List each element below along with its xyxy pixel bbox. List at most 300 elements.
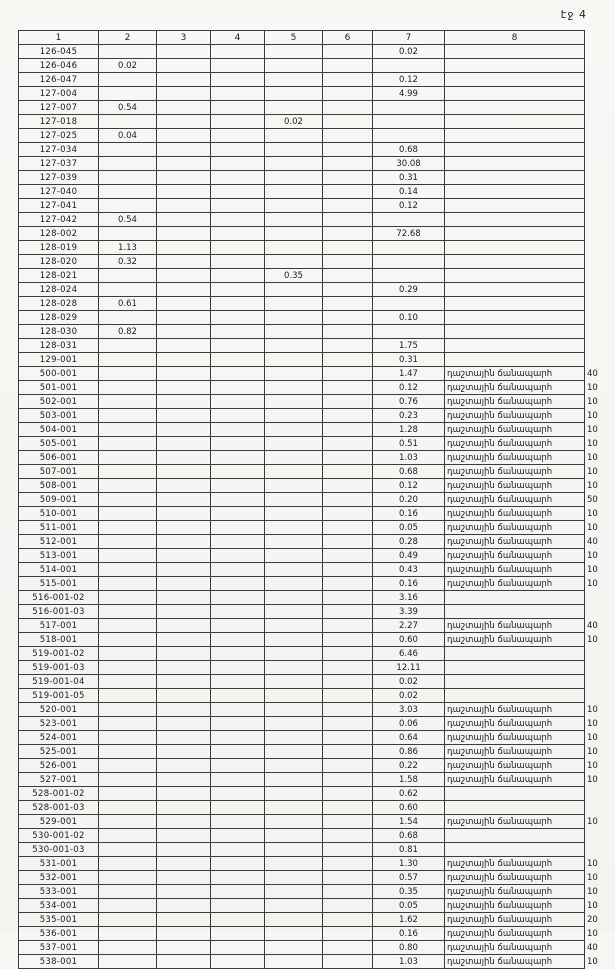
- cell-margin-note: 10: [587, 550, 598, 561]
- cell-area: 0.12: [373, 381, 445, 395]
- cell-parcel-code: 128-002: [19, 227, 99, 241]
- table-row: [19, 731, 601, 745]
- cell-area: 0.20: [373, 493, 445, 507]
- cell-col5: [265, 675, 323, 689]
- cell-col3: [157, 857, 211, 871]
- table-row: [19, 507, 601, 521]
- cell-col4: [211, 829, 265, 843]
- cell-col3: [157, 409, 211, 423]
- cell-col3: [157, 171, 211, 185]
- cell-parcel-code: 534-001: [19, 899, 99, 913]
- cell-parcel-code: 128-031: [19, 339, 99, 353]
- cell-col3: [157, 605, 211, 619]
- cell-parcel-code: 127-018: [19, 115, 99, 129]
- cell-landuse: դաշտային ճանապարհ: [445, 913, 585, 927]
- table-row: [19, 185, 601, 199]
- table-row: [19, 87, 601, 101]
- cell-margin-note: 10: [587, 718, 598, 729]
- cell-col6: [323, 829, 373, 843]
- cell-col5: [265, 731, 323, 745]
- cell-col4: [211, 577, 265, 591]
- cell-col5: [265, 73, 323, 87]
- cell-col2: [99, 115, 157, 129]
- cell-margin-note: [585, 87, 601, 101]
- cell-area: 0.31: [373, 353, 445, 367]
- header-col-4: 4: [211, 31, 265, 45]
- table-row: [19, 871, 601, 885]
- cell-col4: [211, 899, 265, 913]
- cell-col5: [265, 423, 323, 437]
- cell-landuse: [445, 213, 585, 227]
- cell-col3: [157, 731, 211, 745]
- table-row: [19, 815, 601, 829]
- table-row: [19, 885, 601, 899]
- cell-margin-note: [585, 227, 601, 241]
- cell-col6: [323, 675, 373, 689]
- cell-landuse: [445, 283, 585, 297]
- table-row: [19, 787, 601, 801]
- cell-area: [373, 101, 445, 115]
- cell-col2: 0.54: [99, 101, 157, 115]
- cell-col3: [157, 129, 211, 143]
- cell-col6: [323, 269, 373, 283]
- cell-margin-note: 10: [587, 424, 598, 435]
- cell-col6: [323, 857, 373, 871]
- cell-col3: [157, 45, 211, 59]
- cell-landuse: [445, 605, 585, 619]
- cell-parcel-code: 537-001: [19, 941, 99, 955]
- table-row: [19, 913, 601, 927]
- table-row: [19, 703, 601, 717]
- cell-landuse: [445, 325, 585, 339]
- cell-col2: [99, 311, 157, 325]
- cell-col6: [323, 101, 373, 115]
- cell-parcel-code: 519-001-04: [19, 675, 99, 689]
- cell-col2: 0.04: [99, 129, 157, 143]
- cell-landuse: [445, 297, 585, 311]
- cell-col3: [157, 339, 211, 353]
- cell-col6: [323, 185, 373, 199]
- cell-margin-note: 10: [587, 858, 598, 869]
- cell-area: 4.99: [373, 87, 445, 101]
- cell-landuse: [445, 115, 585, 129]
- cell-margin-note: [585, 661, 601, 675]
- table-row: [19, 465, 601, 479]
- cell-margin-note: [585, 787, 601, 801]
- cell-col4: [211, 773, 265, 787]
- cell-landuse: դաշտային ճանապարհ: [445, 367, 585, 381]
- cell-parcel-code: 519-001-02: [19, 647, 99, 661]
- table-row: [19, 549, 601, 563]
- cell-area: 0.12: [373, 479, 445, 493]
- table-row: [19, 577, 601, 591]
- cell-col2: [99, 577, 157, 591]
- cell-col4: [211, 171, 265, 185]
- cell-col4: [211, 479, 265, 493]
- cell-col6: [323, 801, 373, 815]
- cell-col3: [157, 913, 211, 927]
- cell-col6: [323, 227, 373, 241]
- cell-parcel-code: 128-028: [19, 297, 99, 311]
- cell-area: 0.80: [373, 941, 445, 955]
- cell-col5: [265, 381, 323, 395]
- cell-landuse: դաշտային ճանապարհ: [445, 731, 585, 745]
- cell-col3: [157, 675, 211, 689]
- cell-parcel-code: 533-001: [19, 885, 99, 899]
- cell-col4: [211, 493, 265, 507]
- cell-area: [373, 325, 445, 339]
- cell-col6: [323, 815, 373, 829]
- table-row: [19, 339, 601, 353]
- cell-col6: [323, 717, 373, 731]
- cell-landuse: դաշտային ճանապարհ: [445, 451, 585, 465]
- cell-col6: [323, 311, 373, 325]
- cell-col6: [323, 563, 373, 577]
- cell-margin-note: [585, 647, 601, 661]
- cell-col3: [157, 549, 211, 563]
- cell-col5: [265, 857, 323, 871]
- cell-col2: [99, 269, 157, 283]
- cell-margin-note: 10: [587, 410, 598, 421]
- cell-col5: [265, 717, 323, 731]
- cell-col3: [157, 101, 211, 115]
- cell-col3: [157, 451, 211, 465]
- cell-area: [373, 213, 445, 227]
- table-row: [19, 451, 601, 465]
- cell-col2: [99, 395, 157, 409]
- cell-col4: [211, 283, 265, 297]
- cell-col6: [323, 745, 373, 759]
- cell-area: 0.05: [373, 521, 445, 535]
- cell-margin-note: 50: [587, 494, 598, 505]
- cell-col5: [265, 87, 323, 101]
- cell-col2: [99, 367, 157, 381]
- cell-landuse: [445, 647, 585, 661]
- cell-col6: [323, 605, 373, 619]
- table-row: [19, 73, 601, 87]
- cell-landuse: [445, 843, 585, 857]
- cell-col5: [265, 143, 323, 157]
- cell-margin-note: [585, 353, 601, 367]
- cell-col5: [265, 829, 323, 843]
- cell-landuse: դաշտային ճանապարհ: [445, 507, 585, 521]
- cell-col4: [211, 269, 265, 283]
- cell-landuse: դաշտային ճանապարհ: [445, 437, 585, 451]
- cell-col5: [265, 171, 323, 185]
- cell-landuse: [445, 185, 585, 199]
- cell-parcel-code: 127-034: [19, 143, 99, 157]
- table-row: [19, 521, 601, 535]
- cell-col2: [99, 717, 157, 731]
- cell-area: 0.68: [373, 829, 445, 843]
- cell-landuse: դաշտային ճանապարհ: [445, 759, 585, 773]
- cell-col3: [157, 115, 211, 129]
- cell-col2: [99, 465, 157, 479]
- cell-parcel-code: 516-001-02: [19, 591, 99, 605]
- cell-margin-note: [585, 241, 601, 255]
- table-row: [19, 241, 601, 255]
- cell-margin-note: [585, 199, 601, 213]
- table-row: [19, 591, 601, 605]
- cell-col3: [157, 479, 211, 493]
- cell-col3: [157, 199, 211, 213]
- cell-col6: [323, 395, 373, 409]
- table-row: [19, 101, 601, 115]
- cell-margin-note: 10: [587, 564, 598, 575]
- cell-landuse: դաշտային ճանապարհ: [445, 857, 585, 871]
- cell-area: 3.03: [373, 703, 445, 717]
- cell-area: 0.14: [373, 185, 445, 199]
- cell-col2: [99, 451, 157, 465]
- cell-col4: [211, 563, 265, 577]
- cell-parcel-code: 538-001: [19, 955, 99, 969]
- cell-landuse: դաշտային ճանապարհ: [445, 773, 585, 787]
- cell-col4: [211, 255, 265, 269]
- cell-margin-note: 10: [587, 900, 598, 911]
- cell-col5: [265, 129, 323, 143]
- cell-area: 0.51: [373, 437, 445, 451]
- cell-col4: [211, 143, 265, 157]
- cell-margin-note: 40: [587, 536, 598, 547]
- cell-col5: [265, 367, 323, 381]
- cell-margin-note: 10: [587, 816, 598, 827]
- cell-col3: [157, 661, 211, 675]
- table-row: [19, 605, 601, 619]
- cell-col5: [265, 955, 323, 969]
- cell-parcel-code: 500-001: [19, 367, 99, 381]
- cell-col2: [99, 647, 157, 661]
- cell-col3: [157, 829, 211, 843]
- cell-col6: [323, 115, 373, 129]
- page-number-label: էջ 4: [560, 8, 587, 21]
- cell-col2: 0.82: [99, 325, 157, 339]
- cell-area: 1.62: [373, 913, 445, 927]
- cell-area: 3.16: [373, 591, 445, 605]
- cell-parcel-code: 529-001: [19, 815, 99, 829]
- cell-col2: [99, 157, 157, 171]
- cell-area: [373, 115, 445, 129]
- cell-col2: [99, 87, 157, 101]
- cell-parcel-code: 503-001: [19, 409, 99, 423]
- cell-col3: [157, 773, 211, 787]
- cell-landuse: [445, 101, 585, 115]
- cell-margin-note: 10: [587, 886, 598, 897]
- cell-col6: [323, 507, 373, 521]
- cell-col3: [157, 185, 211, 199]
- table-row: [19, 535, 601, 549]
- table-row: [19, 353, 601, 367]
- cell-landuse: դաշտային ճանապարհ: [445, 717, 585, 731]
- cell-col2: 0.54: [99, 213, 157, 227]
- cell-col2: [99, 815, 157, 829]
- cell-area: 30.08: [373, 157, 445, 171]
- cell-area: 0.22: [373, 759, 445, 773]
- cell-col4: [211, 465, 265, 479]
- cell-parcel-code: 128-030: [19, 325, 99, 339]
- cell-col6: [323, 885, 373, 899]
- cell-parcel-code: 514-001: [19, 563, 99, 577]
- cell-area: 3.39: [373, 605, 445, 619]
- cell-col6: [323, 325, 373, 339]
- cell-margin-note: [585, 325, 601, 339]
- table-row: [19, 675, 601, 689]
- cell-col4: [211, 45, 265, 59]
- cell-area: 0.31: [373, 171, 445, 185]
- cell-col5: [265, 353, 323, 367]
- cell-landuse: [445, 171, 585, 185]
- cell-col3: [157, 437, 211, 451]
- cell-parcel-code: 520-001: [19, 703, 99, 717]
- cell-col6: [323, 367, 373, 381]
- cell-col6: [323, 521, 373, 535]
- cell-col3: [157, 787, 211, 801]
- header-col-2: 2: [99, 31, 157, 45]
- table-row: [19, 955, 601, 969]
- cell-landuse: [445, 311, 585, 325]
- cell-col3: [157, 381, 211, 395]
- cell-col2: [99, 773, 157, 787]
- cell-parcel-code: 525-001: [19, 745, 99, 759]
- cell-col2: [99, 955, 157, 969]
- cell-margin-note: [585, 297, 601, 311]
- cell-parcel-code: 519-001-05: [19, 689, 99, 703]
- cell-col3: [157, 633, 211, 647]
- cell-area: 0.23: [373, 409, 445, 423]
- table-row: [19, 143, 601, 157]
- cell-col6: [323, 787, 373, 801]
- cell-col4: [211, 871, 265, 885]
- cell-col4: [211, 535, 265, 549]
- table-row: [19, 941, 601, 955]
- cell-col4: [211, 927, 265, 941]
- cell-parcel-code: 532-001: [19, 871, 99, 885]
- cell-col5: [265, 339, 323, 353]
- cell-col4: [211, 297, 265, 311]
- cell-col2: [99, 927, 157, 941]
- cell-area: 2.27: [373, 619, 445, 633]
- cell-parcel-code: 518-001: [19, 633, 99, 647]
- cell-landuse: [445, 255, 585, 269]
- cell-margin-note: [585, 269, 601, 283]
- cell-col4: [211, 885, 265, 899]
- cell-area: 0.02: [373, 675, 445, 689]
- cell-col2: [99, 703, 157, 717]
- cell-margin-note: [585, 829, 601, 843]
- cell-landuse: դաշտային ճանապարհ: [445, 619, 585, 633]
- cell-col5: [265, 605, 323, 619]
- cell-parcel-code: 127-040: [19, 185, 99, 199]
- cell-col3: [157, 703, 211, 717]
- cell-col4: [211, 241, 265, 255]
- table-row: [19, 227, 601, 241]
- table-row: [19, 773, 601, 787]
- cell-col5: [265, 395, 323, 409]
- cell-col4: [211, 185, 265, 199]
- cell-area: 1.47: [373, 367, 445, 381]
- cell-col4: [211, 507, 265, 521]
- cell-col6: [323, 241, 373, 255]
- cell-area: 1.54: [373, 815, 445, 829]
- cell-col5: [265, 45, 323, 59]
- cell-col5: [265, 535, 323, 549]
- cell-col3: [157, 941, 211, 955]
- cell-col4: [211, 941, 265, 955]
- header-col-1: 1: [19, 31, 99, 45]
- cell-col2: [99, 563, 157, 577]
- table-row: [19, 255, 601, 269]
- table-body: [19, 45, 601, 969]
- cell-landuse: [445, 143, 585, 157]
- cell-col3: [157, 591, 211, 605]
- cell-col3: [157, 283, 211, 297]
- cell-col3: [157, 297, 211, 311]
- cell-margin-note: [585, 171, 601, 185]
- cell-landuse: [445, 353, 585, 367]
- cell-margin-note: 10: [587, 480, 598, 491]
- cell-margin-note: 20: [587, 914, 598, 925]
- cell-margin-note: 10: [587, 872, 598, 883]
- cell-col5: [265, 157, 323, 171]
- cell-col5: [265, 941, 323, 955]
- cell-parcel-code: 126-046: [19, 59, 99, 73]
- cell-col4: [211, 437, 265, 451]
- cell-col6: [323, 409, 373, 423]
- cell-parcel-code: 127-025: [19, 129, 99, 143]
- cell-landuse: դաշտային ճանապարհ: [445, 871, 585, 885]
- table-row: [19, 563, 601, 577]
- cell-parcel-code: 127-004: [19, 87, 99, 101]
- cell-margin-note: [585, 605, 601, 619]
- cell-col3: [157, 353, 211, 367]
- cell-col6: [323, 297, 373, 311]
- cell-margin-note: [585, 115, 601, 129]
- cell-col4: [211, 955, 265, 969]
- cell-col6: [323, 913, 373, 927]
- cell-col2: [99, 871, 157, 885]
- cell-parcel-code: 129-001: [19, 353, 99, 367]
- cell-col4: [211, 759, 265, 773]
- cell-landuse: [445, 199, 585, 213]
- cell-col6: [323, 731, 373, 745]
- cell-col4: [211, 129, 265, 143]
- table-row: [19, 367, 601, 381]
- cell-area: 1.30: [373, 857, 445, 871]
- cell-col4: [211, 199, 265, 213]
- cell-col4: [211, 87, 265, 101]
- cell-col5: [265, 255, 323, 269]
- cell-col6: [323, 283, 373, 297]
- cell-landuse: [445, 59, 585, 73]
- cell-col4: [211, 115, 265, 129]
- table-row: [19, 843, 601, 857]
- cell-margin-note: [585, 255, 601, 269]
- header-col-5: 5: [265, 31, 323, 45]
- cell-landuse: [445, 661, 585, 675]
- cell-area: [373, 297, 445, 311]
- cell-col4: [211, 339, 265, 353]
- cell-col5: [265, 591, 323, 605]
- cell-col6: [323, 899, 373, 913]
- cell-margin-note: 10: [587, 578, 598, 589]
- cell-col2: [99, 381, 157, 395]
- cell-col5: [265, 521, 323, 535]
- cell-parcel-code: 523-001: [19, 717, 99, 731]
- cell-col3: [157, 325, 211, 339]
- cell-col5: [265, 479, 323, 493]
- cell-col6: [323, 59, 373, 73]
- cell-col5: [265, 311, 323, 325]
- cell-col5: [265, 647, 323, 661]
